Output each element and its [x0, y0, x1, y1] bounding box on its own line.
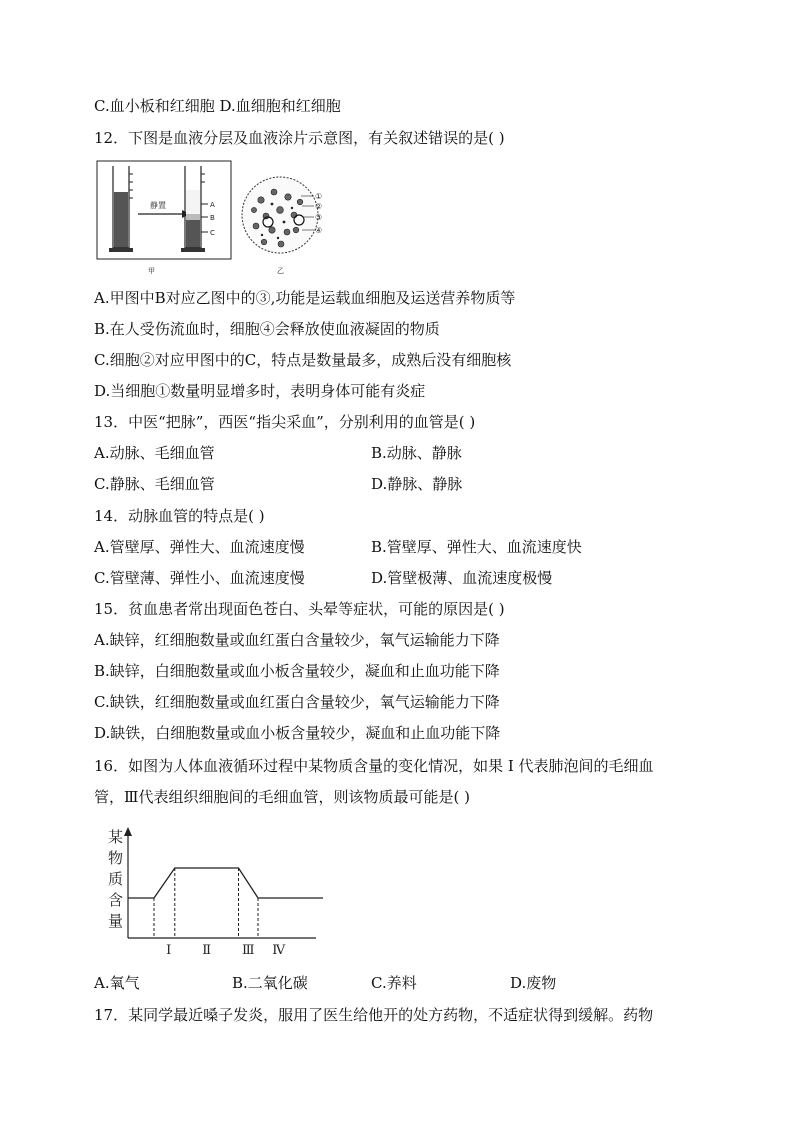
arrow-icon — [138, 210, 190, 218]
q12-option-b: B.在人受伤流血时，细胞④会释放使血液凝固的物质 — [94, 320, 440, 338]
y-label-char: 质 — [108, 870, 124, 888]
q16-option-d: D.废物 — [510, 974, 557, 992]
cell-label-2: ② — [315, 202, 323, 211]
q15-option-a: A.缺锌，红细胞数量或血红蛋白含量较少，氧气运输能力下降 — [94, 631, 500, 649]
q17-stem-line1: 17．某同学最近嗓子发炎，服用了医生给他开的处方药物，不适症状得到缓解。药物 — [94, 1006, 654, 1024]
y-label-char: 量 — [108, 912, 124, 930]
q14-option-a: A.管壁厚、弹性大、血流速度慢 — [94, 538, 305, 556]
arrow-label: 静置 — [150, 201, 166, 210]
y-label-char: 含 — [108, 891, 124, 909]
x-tick-label: Ⅳ — [272, 943, 286, 958]
x-tick-label: I — [166, 943, 172, 958]
q16-option-a: A.氧气 — [94, 974, 140, 992]
y-axis-arrow-icon — [124, 827, 132, 836]
q13-stem: 13．中医“把脉”，西医“指尖采血”，分别利用的血管是( ) — [94, 413, 476, 431]
cell-label-1: ① — [315, 192, 323, 201]
q12-option-a: A.甲图中B对应乙图中的③,功能是运载血细胞及运送营养物质等 — [94, 289, 516, 307]
q16-stem-line1: 16．如图为人体血液循环过程中某物质含量的变化情况，如果 I 代表肺泡间的毛细血 — [94, 757, 654, 775]
label-jia: 甲 — [148, 267, 155, 275]
y-label-char: 物 — [108, 849, 124, 867]
q12-option-c: C.细胞②对应甲图中的C，特点是数量最多，成熟后没有细胞核 — [94, 351, 512, 369]
cell-label-4: ④ — [315, 226, 323, 235]
y-axis-label — [108, 828, 123, 930]
q13-option-a: A.动脉、毛细血管 — [94, 444, 215, 462]
q11-options-tail: C.血小板和红细胞 D.血细胞和红细胞 — [94, 97, 341, 115]
q13-option-b: B.动脉、静脉 — [371, 444, 462, 462]
label-yi: 乙 — [277, 267, 284, 275]
q12-stem: 12．下图是血液分层及血液涂片示意图，有关叙述错误的是( ) — [94, 129, 505, 147]
cell-label-3: ③ — [315, 213, 323, 222]
y-label-char: 某 — [108, 828, 124, 846]
cylinder-after-icon — [181, 166, 208, 252]
cylinder-before-icon — [109, 166, 133, 252]
q16-option-c: C.养料 — [371, 974, 417, 992]
q16-option-b: B.二氧化碳 — [232, 974, 308, 992]
q12-figure — [96, 160, 336, 284]
q14-option-c: C.管壁薄、弹性小、血流速度慢 — [94, 569, 305, 587]
q15-option-b: B.缺锌，白细胞数量或血小板含量较少，凝血和止血功能下降 — [94, 662, 500, 680]
layer-label-c: C — [210, 229, 215, 237]
q12-option-d: D.当细胞①数量明显增多时，表明身体可能有炎症 — [94, 382, 426, 400]
q15-option-d: D.缺铁，白细胞数量或血小板含量较少，凝血和止血功能下降 — [94, 724, 501, 742]
q16-stem-line2: 管，Ⅲ代表组织细胞间的毛细血管，则该物质最可能是( ) — [94, 788, 470, 806]
q15-stem: 15．贫血患者常出现面色苍白、头晕等症状，可能的原因是( ) — [94, 600, 505, 618]
x-tick-label: Ⅱ — [202, 943, 212, 958]
layer-label-b: B — [210, 214, 215, 222]
q16-chart — [100, 824, 330, 963]
x-tick-label: Ⅲ — [241, 943, 255, 958]
q14-stem: 14．动脉血管的特点是( ) — [94, 507, 265, 525]
series-line — [128, 868, 323, 898]
layer-label-a: A — [210, 201, 215, 209]
blood-smear-icon — [242, 177, 318, 253]
q14-option-d: D.管壁极薄、血流速度极慢 — [371, 569, 553, 587]
q14-option-b: B.管壁厚、弹性大、血流速度快 — [371, 538, 582, 556]
q13-option-c: C.静脉、毛细血管 — [94, 475, 215, 493]
q13-option-d: D.静脉、静脉 — [371, 475, 463, 493]
q15-option-c: C.缺铁，红细胞数量或血红蛋白含量较少，氧气运输能力下降 — [94, 693, 500, 711]
